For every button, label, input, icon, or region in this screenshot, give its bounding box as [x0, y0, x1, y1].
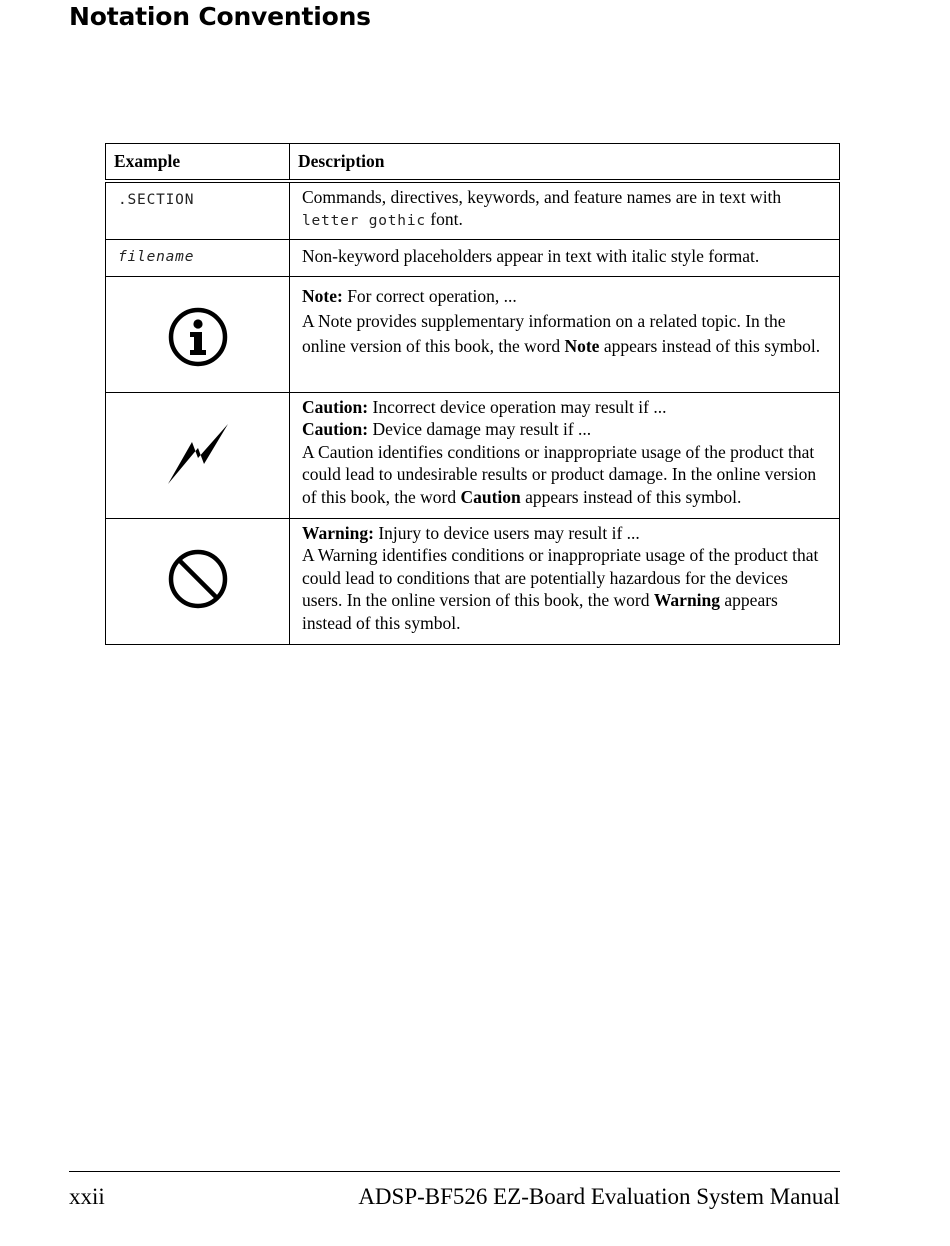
- note-body-bold: Note: [564, 335, 600, 356]
- footer-divider: [69, 1171, 840, 1172]
- warning-body-text: appears instead of this symbol.: [302, 590, 778, 633]
- note-lead-text: For correct operation, ...: [342, 285, 517, 306]
- prohibition-icon: [106, 548, 289, 610]
- caution-body-text: appears instead of this symbol.: [520, 486, 742, 507]
- example-cell: [106, 392, 290, 518]
- description-cell: [290, 239, 840, 276]
- table-row: [106, 239, 840, 276]
- description-part: font.: [425, 209, 463, 229]
- table-row: [106, 181, 840, 240]
- lightning-bolt-icon: [106, 422, 289, 486]
- table-row: [106, 518, 840, 644]
- description-cell: [290, 392, 840, 518]
- description-text: [290, 393, 839, 514]
- caution-body-bold: Caution: [460, 486, 521, 507]
- caution-lead-text: Incorrect device operation may result if ...: [368, 396, 667, 417]
- description-text: [290, 277, 839, 364]
- page-number: xxii: [69, 1184, 105, 1209]
- notation-conventions-table: [105, 143, 840, 645]
- example-cell: [106, 239, 290, 276]
- caution-label: Caution:: [302, 396, 369, 417]
- warning-lead-text: Injury to device users may result if ...: [373, 522, 640, 543]
- letter-gothic-sample: letter gothic: [302, 213, 426, 229]
- example-cell: [106, 276, 290, 392]
- caution-lead-text: Device damage may result if ...: [368, 419, 592, 439]
- header-description: Description: [290, 144, 840, 181]
- description-cell: [290, 181, 840, 240]
- manual-title: ADSP-BF526 EZ-Board Evaluation System Manual: [358, 1184, 840, 1209]
- table-row: [106, 392, 840, 518]
- warning-body-text: A Warning identifies conditions or inappropriate usage of the product that could lead to conditions that are potentially hazardous for the devices users. In the online version of this book, the word: [302, 545, 819, 610]
- example-cell: [106, 518, 290, 644]
- note-label: Note:: [302, 285, 343, 306]
- page-title: Notation Conventions: [69, 2, 371, 31]
- example-cell: [106, 181, 290, 240]
- warning-label: Warning:: [302, 522, 374, 543]
- description-text: [290, 519, 839, 640]
- note-body-text: A Note provides supplementary information on a related topic. In the online version of this book, the word: [302, 311, 786, 356]
- info-icon: [106, 307, 289, 367]
- warning-body-bold: Warning: [653, 590, 721, 610]
- table-row: [106, 276, 840, 392]
- description-text: Non-keyword placeholders appear in text with italic style format.: [302, 245, 760, 266]
- header-example: Example: [106, 144, 290, 181]
- note-body-text: appears instead of this symbol.: [599, 335, 821, 356]
- caution-label: Caution:: [302, 419, 369, 439]
- table-header-row: [106, 144, 840, 181]
- example-section-text: .SECTION: [118, 191, 195, 208]
- description-cell: [290, 518, 840, 644]
- description-part: Commands, directives, keywords, and feature names are in text with: [302, 186, 782, 207]
- description-cell: [290, 276, 840, 392]
- description-text: [290, 183, 839, 238]
- example-filename-text: filename: [118, 248, 195, 265]
- caution-body-text: A Caution identifies conditions or inappropriate usage of the product that could lead to undesirable results or product damage. In the online version of this book, the word: [302, 441, 817, 507]
